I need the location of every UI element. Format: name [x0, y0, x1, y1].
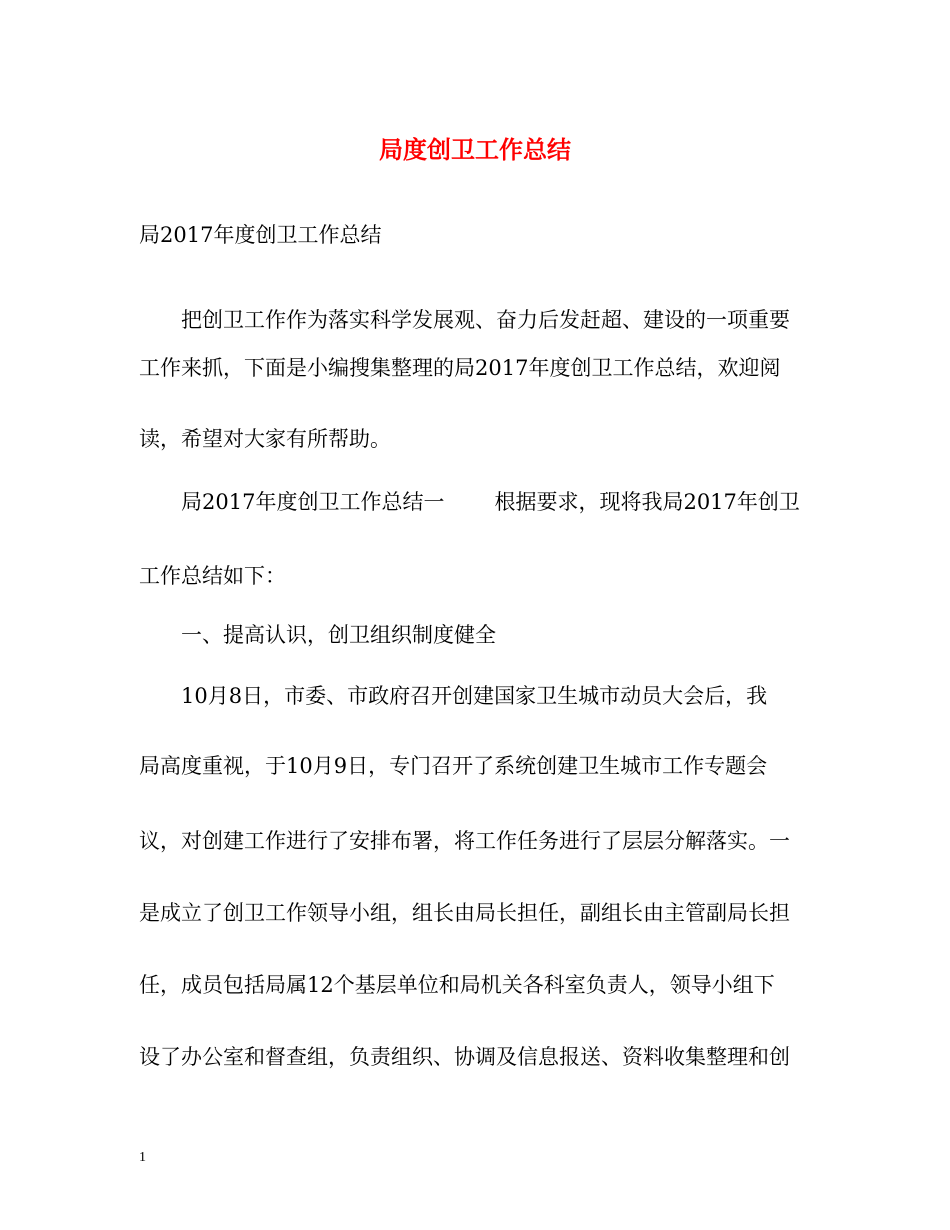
paragraph-line: 读，希望对大家有所帮助。 — [139, 427, 391, 451]
paragraph-line: 工作来抓，下面是小编搜集整理的局2017年度创卫工作总结，欢迎阅 — [139, 356, 781, 380]
section-heading: 局2017年度创卫工作总结一 — [181, 490, 445, 514]
document-title: 局度创卫工作总结 — [379, 136, 571, 164]
paragraph-line: 是成立了创卫工作领导小组，组长由局长担任，副组长由主管副局长担 — [139, 901, 790, 925]
paragraph-line: 把创卫工作作为落实科学发展观、奋力后发赶超、建设的一项重要 — [181, 308, 790, 332]
page-number: 1 — [139, 1150, 146, 1165]
paragraph-line: 工作总结如下： — [139, 564, 286, 588]
section-heading-continuation: 根据要求，现将我局2017年创卫 — [494, 490, 800, 514]
paragraph-line: 10月8日，市委、市政府召开创建国家卫生城市动员大会后，我 — [181, 684, 768, 708]
paragraph-line: 局高度重视，于10月9日，专门召开了系统创建卫生城市工作专题会 — [139, 754, 768, 778]
document-subtitle: 局2017年度创卫工作总结 — [139, 223, 382, 247]
paragraph-line: 设了办公室和督查组，负责组织、协调及信息报送、资料收集整理和创 — [139, 1045, 790, 1069]
paragraph-line: 议，对创建工作进行了安排布署，将工作任务进行了层层分解落实。一 — [139, 829, 790, 853]
paragraph-line: 任，成员包括局属12个基层单位和局机关各科室负责人，领导小组下 — [139, 973, 775, 997]
section-heading-line — [181, 487, 800, 517]
paragraph-line: 一、提高认识，创卫组织制度健全 — [181, 623, 496, 647]
